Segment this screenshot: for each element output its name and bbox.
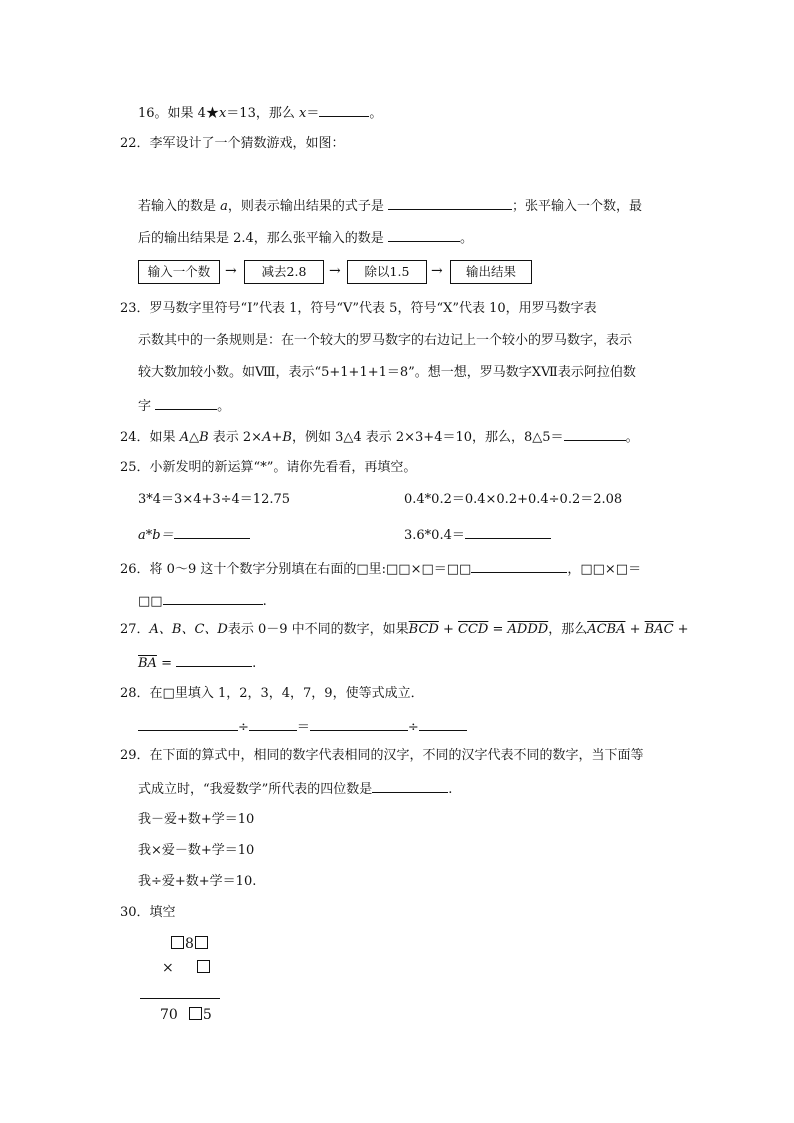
q22-l1c: ；张平输入一个数，最	[512, 199, 643, 214]
q28-blank3[interactable]	[310, 717, 408, 731]
q16-answer-blank[interactable]	[319, 103, 369, 117]
q27-b: A、B、C、D	[149, 622, 228, 637]
q24-d: A	[262, 430, 272, 445]
q27-bcd: $\overline{BCD}$	[408, 622, 439, 637]
q16-line	[138, 103, 382, 123]
flow-box-subtract: 减去2.8	[244, 260, 324, 284]
q24-g: ，例如 3△4 表示 2×3+4＝10，那么，8△5＝	[291, 430, 564, 445]
flow-arrow-icon: →	[225, 263, 237, 279]
q23-end: 。	[217, 399, 231, 414]
q29-line2	[138, 779, 452, 799]
q27-answer-blank[interactable]	[176, 653, 252, 667]
q29-eq3: 我÷爱+数+学＝10.	[138, 874, 257, 889]
q30-row3	[160, 1006, 212, 1024]
flow-arrow-icon: →	[431, 263, 443, 279]
q27-ccd: $\overline{CCD}$	[458, 622, 489, 637]
q27-line1	[120, 621, 689, 639]
q27-plus2: +	[625, 622, 645, 637]
q25-ask1-blank[interactable]	[174, 525, 250, 539]
q16-text: 16。如果 4★	[138, 106, 219, 121]
q26-blank2[interactable]	[163, 591, 263, 605]
q23-line3: 较大数加较小数。如Ⅷ，表示“5+1+1+1＝8”。想一想，罗马数字ⅩⅦ表示阿拉伯数	[138, 365, 636, 380]
q27-d: ，那么	[548, 622, 588, 637]
q25-ask1	[138, 525, 250, 545]
q29-line1: 29．在下面的算式中，相同的数字代表相同的汉字，不同的汉字代表不同的数字，当下面等	[120, 748, 644, 763]
q22-input-blank[interactable]	[388, 228, 460, 242]
q23-line1: 23．罗马数字里符号“Ⅰ”代表 1，符号“Ⅴ”代表 5，符号“Ⅹ”代表 10，用罗马数字表	[120, 301, 597, 316]
flow-box-input: 输入一个数	[138, 260, 220, 284]
q22-title: 22．李军设计了一个猜数游戏，如图：	[120, 136, 345, 151]
q30-digit5: 5	[202, 1007, 212, 1023]
q28-div: ÷	[238, 720, 249, 735]
q24-f: B	[282, 430, 292, 445]
q28-blank1[interactable]	[138, 717, 238, 731]
q16-text2: ＝13，那么	[226, 106, 299, 121]
q29-l2: 式成立时，“我爱数学”所代表的四位数是	[138, 782, 373, 797]
q27-eq: =	[488, 622, 508, 637]
q27-c: 表示 0－9 中不同的数字，如果	[227, 622, 409, 637]
q30-digit8: 8	[185, 936, 194, 952]
q28-div2: ÷	[407, 720, 419, 735]
q27-end: .	[252, 656, 257, 671]
q26-line2	[138, 591, 267, 611]
q27-bac: $\overline{BAC}$	[644, 622, 674, 637]
q25-ask2	[404, 525, 551, 545]
q26-end: .	[262, 594, 267, 609]
q27-a: 27．	[120, 622, 150, 637]
q29-eq1: 我－爱+数+学＝10	[138, 812, 255, 827]
q22-expression-blank[interactable]	[388, 196, 512, 210]
flow-arrow-icon: →	[329, 263, 341, 279]
flow-box-divide: 除以1.5	[347, 260, 427, 284]
q24-c: 表示 2×	[208, 430, 263, 445]
q26-a: 26．将 0～9 这十个数字分别填在右面的□里:	[120, 562, 387, 577]
q25-title: 25．小新发明的新运算“*”。请你先看看，再填空。	[120, 460, 417, 475]
q27-line2	[138, 653, 256, 673]
q30-70: 70	[160, 1007, 178, 1023]
q22-l2end: 。	[459, 231, 473, 246]
q28-eq: ＝	[296, 720, 310, 735]
q26-line1	[120, 559, 641, 579]
q27-plus: +	[438, 622, 459, 637]
q30-title: 30．填空	[120, 905, 176, 920]
q29-eq2: 我×爱－数+学＝10	[138, 843, 255, 858]
q25-ask2-text: 3.6*0.4＝	[404, 528, 465, 543]
q30-times: ×	[162, 960, 174, 976]
q23-answer-blank[interactable]	[155, 396, 217, 410]
digit-box[interactable]	[171, 936, 184, 949]
q26-mid: ，□□×□＝	[567, 562, 642, 577]
q30-row1	[170, 935, 209, 953]
q25-ask2-blank[interactable]	[465, 525, 551, 539]
q26-eq1: □□×□＝□□	[386, 562, 472, 577]
q29-end: .	[448, 782, 453, 797]
q28-blank2[interactable]	[249, 717, 297, 731]
q28-title: 28．在□里填入 1，2，3，4，7，9，使等式成立．	[120, 686, 424, 701]
q26-l2: □□	[138, 594, 163, 609]
q27-eq2: =	[156, 656, 177, 671]
q28-blank4[interactable]	[419, 717, 467, 731]
q22-l1b: ，则表示输出结果的式子是	[227, 199, 389, 214]
q16-text3: ＝	[306, 106, 320, 121]
q25-example2: 0.4*0.2＝0.4×0.2+0.4÷0.2＝2.08	[404, 492, 623, 507]
q23-line4	[138, 396, 230, 416]
q23-line2: 示数其中的一条规则是：在一个较大的罗马数字的右边记上一个较小的罗马数字，表示	[138, 333, 633, 348]
q24-e: +	[271, 430, 283, 445]
q24-a: 24．如果	[120, 430, 180, 445]
q25-ask1-text: a*b＝	[138, 528, 174, 543]
q22-l1a: 若输入的数是	[138, 199, 221, 214]
q24-b: A△B	[179, 430, 209, 445]
q22-l2a: 后的输出结果是 2.4，那么张平输入的数是	[138, 231, 388, 246]
q23-l4: 字	[138, 399, 156, 414]
q30-row2	[162, 959, 211, 977]
q24-line	[120, 427, 639, 447]
q24-answer-blank[interactable]	[564, 427, 626, 441]
digit-box[interactable]	[197, 960, 210, 973]
q29-answer-blank[interactable]	[372, 779, 448, 793]
digit-box[interactable]	[195, 936, 208, 949]
q28-equation	[138, 717, 467, 737]
q16-var2: x	[298, 106, 307, 121]
q16-end: 。	[369, 106, 383, 121]
q22-line2	[138, 228, 473, 248]
q27-plus3: +	[673, 622, 689, 637]
flow-box-output: 输出结果	[450, 260, 532, 284]
q22-line1	[138, 196, 642, 216]
digit-box[interactable]	[189, 1007, 202, 1020]
q27-addd: ADDD	[507, 622, 549, 637]
q30-rule	[140, 998, 220, 999]
q27-acba: ACBA	[587, 622, 626, 637]
q26-blank1[interactable]	[471, 559, 567, 573]
q27-ba: $\overline{BA}$	[138, 656, 157, 671]
q24-end: 。	[625, 430, 639, 445]
q25-example1: 3*4＝3×4+3÷4＝12.75	[138, 492, 291, 507]
q16-var: x	[218, 106, 227, 121]
q22-var: a	[220, 199, 228, 214]
